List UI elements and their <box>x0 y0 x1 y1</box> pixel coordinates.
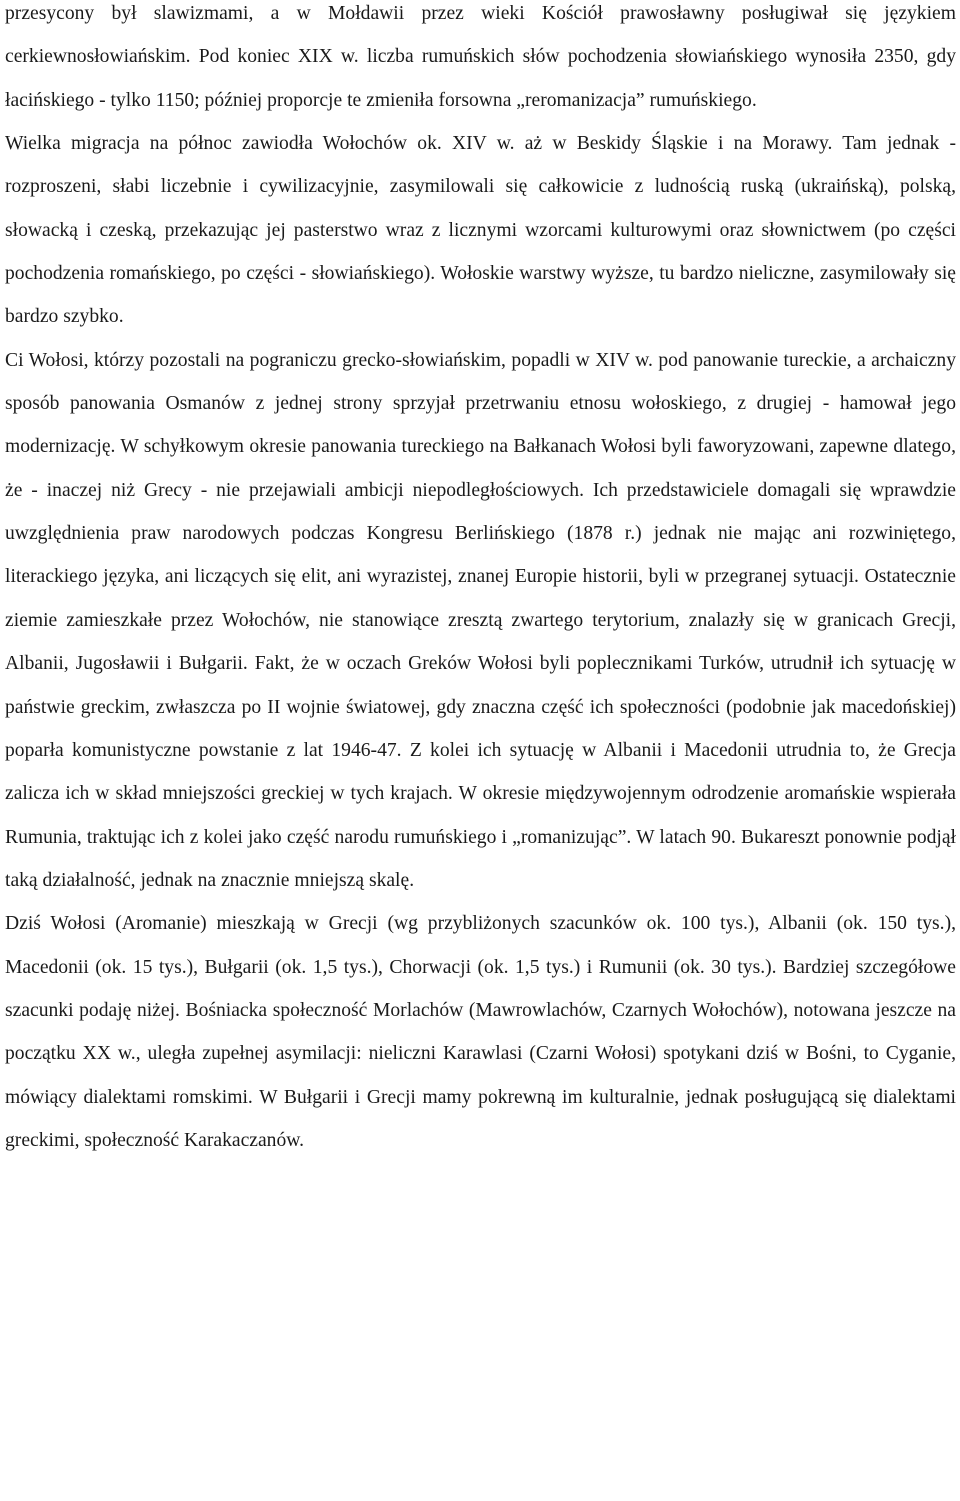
paragraph-language-history: przesycony był slawizmami, a w Mołdawii przez wieki Kościół prawosławny posługiwał się językiem cerkiewnosłowiańskim. Pod koniec XIX w. liczba rumuńskich słów pochodzenia słowiańskiego wynosiła 2350, gdy łacińskiego - tylko 1150; później proporcje te zmieniła forsowna „reromanizacja” rumuńskiego. <box>5 3 956 111</box>
document-page <box>5 0 956 1162</box>
paragraph-ottoman-period: Ci Wołosi, którzy pozostali na pograniczu grecko-słowiańskim, popadli w XIV w. pod panowanie tureckie, a archaiczny sposób panowania Osmanów z jednej strony sprzyjał przetrwaniu etnosu wołoskiego, z drugiej - hamował jego modernizację. W schyłkowym okresie panowania tureckiego na Bałkanach Wołosi byli faworyzowani, zapewne dlatego, że - inaczej niż Grecy - nie przejawiali ambicji niepodległościowych. Ich przedstawiciele domagali się wprawdzie uwzględnienia praw narodowych podczas Kongresu Berlińskiego (1878 r.) jednak nie mając ani rozwiniętego, literackiego języka, ani liczących się elit, ani wyrazistej, znanej Europie historii, byli w przegranej sytuacji. Ostatecznie ziemie zamieszkałe przez Wołochów, nie stanowiące zresztą zwartego terytorium, znalazły się w granicach Grecji, Albanii, Jugosławii i Bułgarii. Fakt, że w oczach Greków Wołosi byli poplecznikami Turków, utrudnił ich sytuację w państwie greckim, zwłaszcza po II wojnie światowej, gdy znaczna część ich społeczności (podobnie jak macedońskiej) poparła komunistyczne powstanie z lat 1946-47. Z kolei ich sytuację w Albanii i Macedonii utrudnia to, że Grecja zalicza ich w skład mniejszości greckiej w tych krajach. W okresie międzywojennym odrodzenie aromańskie wspierała Rumunia, traktując ich z kolei jako część narodu rumuńskiego i „romanizując”. W latach 90. Bukareszt ponownie podjął taką działalność, jednak na znacznie mniejszą skalę. <box>5 349 956 891</box>
paragraph-present-population: Dziś Wołosi (Aromanie) mieszkają w Grecji (wg przybliżonych szacunków ok. 100 tys.), Albanii (ok. 150 tys.), Macedonii (ok. 15 tys.), Bułgarii (ok. 1,5 tys.), Chorwacji (ok. 1,5 tys.) i Rumunii (ok. 30 tys.). Bardziej szczegółowe szacunki podaję niżej. Bośniacka społeczność Morlachów (Mawrowlachów, Czarnych Wołochów), notowana jeszcze na początku XX w., uległa zupełnej asymilacji: nieliczni Karawlasi (Czarni Wołosi) spotykani dziś w Bośni, to Cyganie, mówiący dialektami romskimi. W Bułgarii i Grecji mamy pokrewną im kulturalnie, jednak posługującą się dialektami greckimi, społeczność Karakaczanów. <box>5 913 956 1151</box>
paragraph-northern-migration: Wielka migracja na północ zawiodła Wołochów ok. XIV w. aż w Beskidy Śląskie i na Morawy. Tam jednak - rozproszeni, słabi liczebnie i cywilizacyjnie, zasymilowali się całkowicie z ludnością ruską (ukraińską), polską, słowacką i czeską, przekazując jej pasterstwo wraz z licznymi wzorcami kulturowymi oraz słownictwem (po części pochodzenia romańskiego, po części - słowiańskiego). Wołoskie warstwy wyższe, tu bardzo nieliczne, zasymilowały się bardzo szybko. <box>5 133 956 328</box>
